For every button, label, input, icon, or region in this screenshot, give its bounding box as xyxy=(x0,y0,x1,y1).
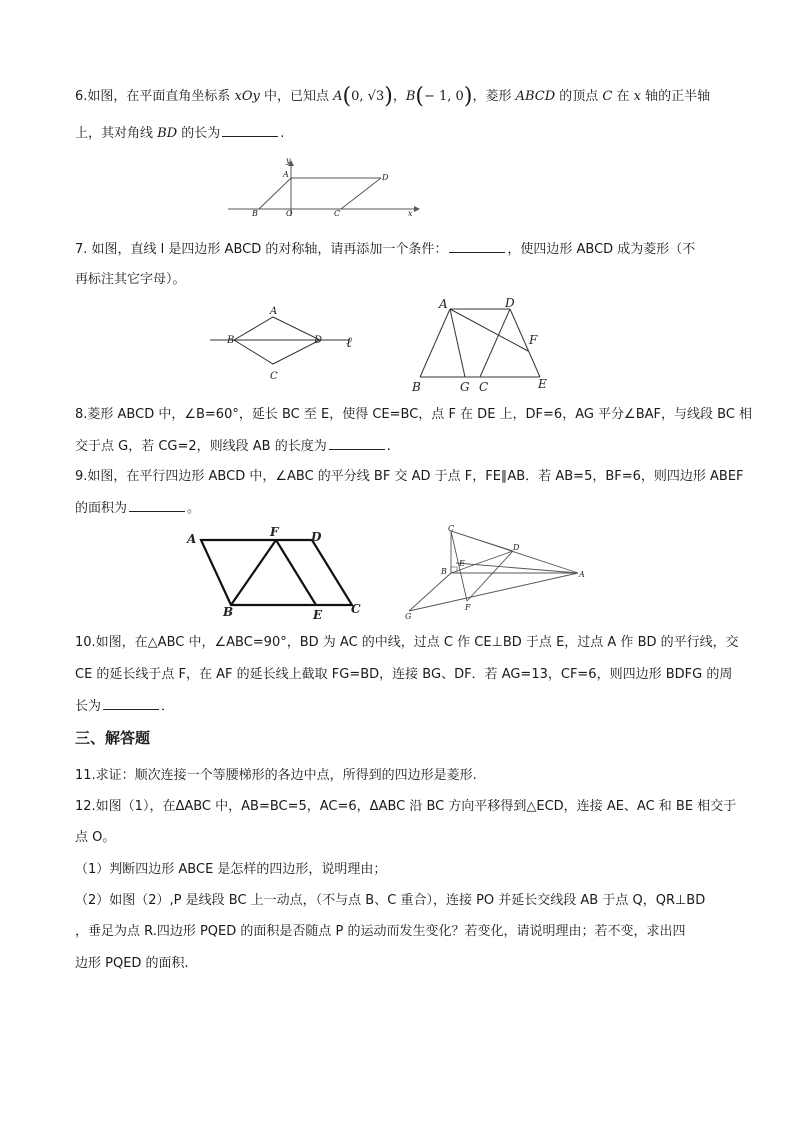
q12-line1: 12.如图（1），在ΔABC 中，AB=BC=5，AC=6，ΔABC 沿 BC 方向平移得到△ECD，连接 AE、AC 和 BE 相交于 xyxy=(75,799,737,814)
q10-line3 xyxy=(75,697,174,716)
q12-line2: 点 O。 xyxy=(75,830,116,845)
q6-line1: 6.如图，在平面直角坐标系 xOy 中，已知点 A(0, √3)，B(− 1, 0)，菱形 ABCD 的顶点 C 在 x 轴的正半轴 xyxy=(75,84,711,109)
q6-point-a: A xyxy=(333,89,343,104)
q10-fig-label: B xyxy=(441,567,447,576)
q9-line2 xyxy=(75,499,200,518)
q12-line6: 边形 PQED 的面积. xyxy=(75,956,189,971)
q8-line2 xyxy=(75,437,391,456)
q10-fig-label: D xyxy=(513,543,520,552)
q8-text: 8.菱形 ABCD 中，∠B=60°，延长 BC 至 E，使得 CE=BC，点 F 在 DE 上，DF=6，AG 平分∠BAF，与线段 BC 相 xyxy=(75,407,753,422)
q8-fig-label: E xyxy=(538,377,547,391)
q6-fig-label: A xyxy=(283,170,289,179)
q6-abcd: ABCD xyxy=(515,89,556,104)
answer-blank xyxy=(329,437,385,450)
q6-text: 中，已知点 xyxy=(259,89,334,104)
q8-text: . xyxy=(386,439,391,454)
q6-bd: BD xyxy=(157,126,178,141)
q12-line5: ，垂足为点 R.四边形 PQED 的面积是否随点 P 的运动而发生变化？若变化，请说明理由；若不变，求出四 xyxy=(75,924,686,939)
q6-xoy: xOy xyxy=(234,89,260,104)
q6-fig-label: C xyxy=(334,209,341,218)
q6-text: ， xyxy=(392,89,406,104)
q6-b-coords: − 1, 0 xyxy=(424,89,464,104)
q11-line: 11.求证：顺次连接一个等腰梯形的各边中点，所得到的四边形是菱形. xyxy=(75,768,477,783)
q9-fig-label: B xyxy=(223,605,234,619)
q10-text: ． xyxy=(161,699,175,714)
q6-figure xyxy=(228,158,428,218)
q7-line2 xyxy=(75,271,186,289)
answer-blank xyxy=(103,697,159,710)
q10-figure xyxy=(403,523,593,623)
q7-fig-label: C xyxy=(270,371,278,382)
q6-text: 的顶点 xyxy=(555,89,603,104)
q7-text: ，使四边形 ABCD 成为菱形（不 xyxy=(507,242,696,257)
q10-line1 xyxy=(75,634,739,652)
q8-figure xyxy=(405,295,555,395)
q9-text: 的面积为 xyxy=(75,501,128,516)
q9-text: 。 xyxy=(187,501,201,516)
q6-text: 6.如图，在平面直角坐标系 xyxy=(75,89,235,104)
q8-fig-label: F xyxy=(529,333,538,347)
q6-text: 在 xyxy=(612,89,634,104)
q10-fig-label: A xyxy=(579,570,585,579)
q6-line2 xyxy=(75,124,284,143)
q8-fig-label: C xyxy=(479,380,489,394)
q9-fig-label: A xyxy=(187,532,197,546)
section-heading: 三、解答题 xyxy=(75,729,151,747)
q10-fig-label: G xyxy=(405,612,412,621)
q6-point-c: C xyxy=(602,89,613,104)
q6-fig-label: x xyxy=(408,209,413,218)
q6-fig-label: D xyxy=(382,173,389,182)
q9-fig-label: E xyxy=(313,608,323,622)
q8-fig-label: D xyxy=(505,296,515,310)
q9-fig-label: D xyxy=(311,530,322,544)
q8-line1 xyxy=(75,406,752,424)
q9-text: 9.如图，在平行四边形 ABCD 中，∠ABC 的平分线 BF 交 AD 于点 F，FE∥AB．若 AB=5，BF=6，则四边形 ABEF xyxy=(75,469,744,484)
q6-text: . xyxy=(280,126,285,141)
q7-figure xyxy=(210,303,370,383)
q7-fig-label: B xyxy=(227,335,235,346)
q6-text: ，菱形 xyxy=(472,89,516,104)
q6-x: x xyxy=(633,89,641,104)
q8-fig-label: G xyxy=(460,380,470,394)
q6-point-b: B xyxy=(405,89,416,104)
q6-a-coords: 0, √3 xyxy=(351,89,385,104)
q7-fig-label: ℓ xyxy=(346,335,352,351)
q10-text: 长为 xyxy=(75,699,102,714)
q8-fig-label: A xyxy=(439,297,448,311)
q6-text: 上，其对角线 xyxy=(75,126,158,141)
q7-fig-label: A xyxy=(270,306,278,317)
q7-text: 再标注其它字母）。 xyxy=(75,272,186,287)
q12-line3: （1）判断四边形 ABCE 是怎样的四边形，说明理由； xyxy=(75,862,387,877)
answer-blank xyxy=(222,124,278,137)
q10-text: 10.如图，在△ABC 中，∠ABC=90°，BD 为 AC 的中线，过点 C 作 CE⊥BD 于点 E，过点 A 作 BD 的平行线，交 xyxy=(75,635,739,650)
q6-text: 的长为 xyxy=(177,126,221,141)
q10-fig-label: C xyxy=(448,524,455,533)
q8-text: 交于点 G，若 CG=2，则线段 AB 的长度为 xyxy=(75,439,327,454)
q6-fig-label: O xyxy=(286,209,293,218)
answer-blank xyxy=(449,240,505,253)
q6-text: 轴的正半轴 xyxy=(640,89,711,104)
answer-blank xyxy=(129,499,185,512)
q9-fig-label: F xyxy=(270,525,279,539)
q7-text: 7. 如图，直线 l 是四边形 ABCD 的对称轴，请再添加一个条件： xyxy=(75,242,448,257)
q12-line4: （2）如图（2）,P 是线段 BC 上一动点，（不与点 B、C 重合），连接 PO 并延长交线段 AB 于点 Q，QR⊥BD xyxy=(75,893,706,908)
q8-fig-label: B xyxy=(412,380,421,394)
q10-fig-label: F xyxy=(465,603,471,612)
q10-fig-label: E xyxy=(459,559,465,568)
q7-line1 xyxy=(75,240,695,259)
q6-fig-label: y xyxy=(286,156,291,165)
q9-figure xyxy=(185,525,375,620)
q6-fig-label: B xyxy=(252,209,258,218)
q9-fig-label: C xyxy=(351,602,361,616)
q7-fig-label: D xyxy=(314,335,323,346)
q10-line2 xyxy=(75,666,732,684)
q10-text: CE 的延长线于点 F，在 AF 的延长线上截取 FG=BD，连接 BG、DF．若 AG=13，CF=6，则四边形 BDFG 的周 xyxy=(75,667,733,682)
q9-line1 xyxy=(75,468,744,486)
